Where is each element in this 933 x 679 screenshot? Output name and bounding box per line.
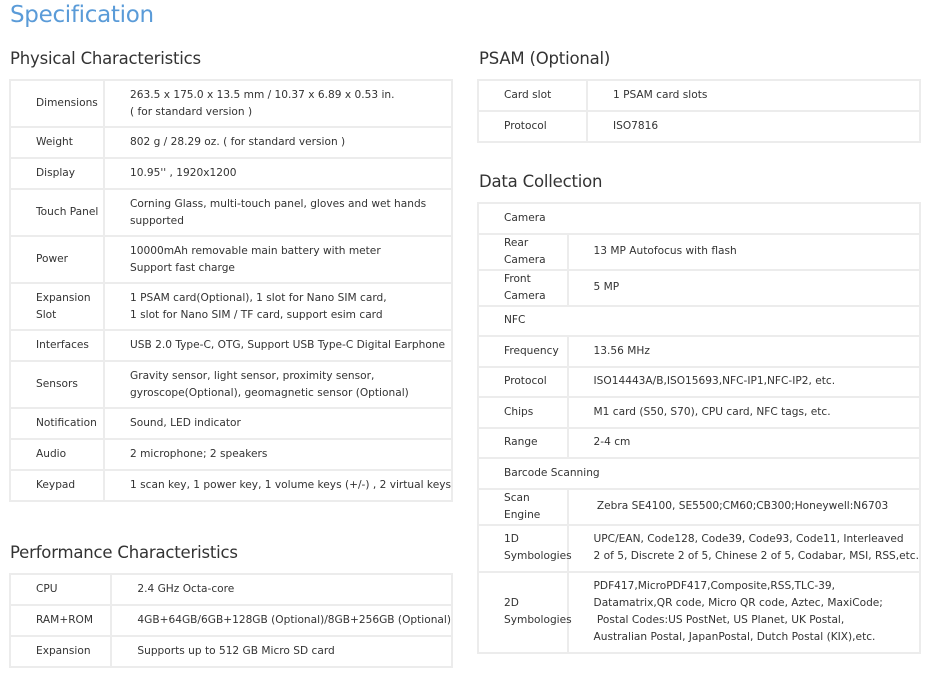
- spec-value: [104, 189, 452, 236]
- spec-value-line: ISO7816: [613, 120, 659, 132]
- spec-label-text: Expansion Slot: [36, 291, 91, 321]
- spec-value: [104, 361, 452, 408]
- spec-row: [10, 636, 452, 667]
- spec-value-line: 2 microphone; 2 speakers: [130, 448, 268, 460]
- spec-row: [478, 234, 920, 270]
- spec-label-text: Touch Panel: [36, 206, 99, 218]
- spec-value-line: Support fast charge: [130, 261, 235, 274]
- spec-label-text: Expansion: [36, 645, 91, 657]
- spec-section-label: [478, 458, 920, 489]
- spec-value: [568, 572, 920, 653]
- spec-label: [10, 80, 104, 127]
- spec-label-text: Display: [36, 167, 76, 179]
- spec-row: [10, 330, 452, 361]
- spec-row: [10, 470, 452, 501]
- spec-value-line: Postal Codes:US PostNet, US Planet, UK Postal,: [593, 614, 845, 626]
- spec-label-text: Front Camera: [504, 272, 546, 302]
- spec-row: [10, 439, 452, 470]
- spec-row: [478, 306, 920, 337]
- spec-label-text: Audio: [36, 448, 67, 460]
- spec-row: [10, 80, 452, 127]
- spec-label: [10, 127, 104, 158]
- spec-value-line: 263.5 x 175.0 x 13.5 mm / 10.37 x 6.89 x 0.53 in.: [130, 88, 395, 101]
- spec-value: [111, 636, 452, 667]
- data-collection-heading: Data Collection: [479, 172, 603, 191]
- spec-value: [104, 283, 452, 330]
- spec-row: [10, 574, 452, 605]
- spec-row: [10, 283, 452, 330]
- spec-label: [10, 158, 104, 189]
- spec-row: [478, 458, 920, 489]
- spec-value-line: UPC/EAN, Code128, Code39, Code93, Code11, Interleaved: [593, 533, 904, 545]
- spec-value-line: ISO14443A/B,ISO15693,NFC-IP1,NFC-IP2, etc.: [593, 375, 836, 388]
- spec-value: [568, 489, 920, 525]
- spec-value-line: 2.4 GHz Octa-core: [137, 583, 235, 595]
- spec-value-line: 2 of 5, Discrete 2 of 5, Chinese 2 of 5, Codabar, MSI, RSS,etc.: [593, 550, 919, 562]
- spec-label-text: Protocol: [504, 375, 547, 388]
- spec-label: [10, 636, 111, 667]
- spec-row: [478, 572, 920, 653]
- spec-label: [10, 283, 104, 330]
- spec-label: [10, 361, 104, 408]
- spec-value-line: 1 scan key, 1 power key, 1 volume keys (+/-) , 2 virtual keys: [130, 479, 451, 491]
- spec-label-text: Scan Engine: [504, 491, 541, 521]
- spec-label-text: Rear Camera: [504, 236, 546, 266]
- physical-heading: Physical Characteristics: [10, 49, 201, 68]
- spec-label: [10, 470, 104, 501]
- spec-row: [478, 336, 920, 367]
- spec-label: [10, 408, 104, 439]
- spec-label: [10, 574, 111, 605]
- spec-value-line: 1 PSAM card slots: [613, 89, 708, 101]
- spec-value-line: Zebra SE4100, SE5500;CM60;CB300;Honeywell:N6703: [593, 500, 889, 512]
- spec-value: [568, 428, 920, 459]
- spec-value: [568, 270, 920, 306]
- spec-row: [478, 397, 920, 428]
- spec-value: [104, 408, 452, 439]
- spec-label-text: Sensors: [36, 378, 78, 390]
- spec-value: [104, 158, 452, 189]
- spec-value: [568, 397, 920, 428]
- spec-label-text: Dimensions: [36, 97, 98, 109]
- spec-label-text: Card slot: [504, 89, 552, 101]
- spec-label-text: Barcode Scanning: [504, 466, 600, 479]
- spec-label: [478, 270, 568, 306]
- spec-value: [587, 111, 920, 142]
- spec-label: [10, 605, 111, 636]
- performance-table: [9, 573, 453, 668]
- spec-value-line: 10.95'' , 1920x1200: [130, 167, 237, 179]
- spec-label: [478, 525, 572, 572]
- spec-value-line: 4GB+64GB/6GB+128GB (Optional)/8GB+256GB (Optional): [137, 614, 451, 626]
- spec-row: [478, 525, 920, 572]
- performance-heading: Performance Characteristics: [10, 543, 238, 562]
- spec-value-line: Gravity sensor, light sensor, proximity sensor,: [130, 369, 375, 382]
- spec-value-line: ( for standard version ): [130, 105, 253, 118]
- spec-row: [10, 127, 452, 158]
- spec-value-line: Supports up to 512 GB Micro SD card: [137, 645, 335, 657]
- psam-heading: PSAM (Optional): [479, 49, 611, 68]
- spec-section-label: [478, 203, 920, 234]
- spec-value-line: Sound, LED indicator: [130, 417, 241, 429]
- spec-label: [10, 330, 104, 361]
- spec-label-text: Power: [36, 253, 69, 265]
- spec-value-line: PDF417,MicroPDF417,Composite,RSS,TLC-39,: [593, 580, 836, 592]
- physical-table: [9, 79, 453, 502]
- spec-label: [478, 336, 568, 367]
- spec-value-line: M1 card (S50, S70), CPU card, NFC tags, etc.: [593, 405, 831, 418]
- spec-value-line: gyroscope(Optional), geomagnetic sensor (Optional): [130, 386, 409, 399]
- spec-row: [478, 270, 920, 306]
- spec-row: [478, 428, 920, 459]
- spec-row: [10, 408, 452, 439]
- spec-row: [478, 80, 920, 111]
- spec-value: [568, 367, 920, 398]
- spec-label-text: Keypad: [36, 479, 76, 491]
- spec-label-text: Chips: [504, 405, 534, 418]
- spec-value: [104, 236, 452, 283]
- spec-value-line: 1 PSAM card(Optional), 1 slot for Nano SIM card,: [130, 291, 387, 304]
- spec-row: [10, 236, 452, 283]
- spec-value-line: USB 2.0 Type-C, OTG, Support USB Type-C Digital Earphone: [130, 339, 446, 351]
- spec-value-line: 13 MP Autofocus with flash: [593, 245, 737, 257]
- spec-label: [478, 80, 587, 111]
- spec-row: [478, 489, 920, 525]
- spec-value: [104, 470, 452, 501]
- psam-table: [477, 79, 921, 143]
- spec-label: [478, 572, 572, 653]
- spec-value-line: supported: [130, 214, 184, 227]
- spec-label: [478, 397, 568, 428]
- spec-value: [111, 574, 452, 605]
- spec-row: [478, 111, 920, 142]
- spec-value-line: 5 MP: [593, 281, 620, 293]
- spec-label: [10, 189, 104, 236]
- spec-value: [568, 336, 920, 367]
- spec-label: [478, 489, 568, 525]
- spec-value-line: Datamatrix,QR code, Micro QR code, Aztec, MaxiCode;: [593, 597, 883, 609]
- spec-value-line: 13.56 MHz: [593, 344, 650, 357]
- spec-row: [10, 605, 452, 636]
- spec-label: [478, 234, 568, 270]
- spec-value: [568, 525, 920, 572]
- spec-value-line: 802 g / 28.29 oz. ( for standard version ): [130, 136, 346, 148]
- data-collection-table: [477, 202, 921, 654]
- spec-row: [10, 158, 452, 189]
- spec-value: [104, 330, 452, 361]
- spec-label: [10, 236, 104, 283]
- spec-label-text: CPU: [36, 583, 58, 595]
- spec-value: [587, 80, 920, 111]
- spec-value-line: Australian Postal, JapanPostal, Dutch Postal (KIX),etc.: [593, 631, 876, 643]
- spec-row: [10, 189, 452, 236]
- page-title: Specification: [10, 2, 154, 28]
- spec-value: [111, 605, 452, 636]
- spec-section-label: [478, 306, 920, 337]
- spec-label-text: Frequency: [504, 344, 559, 357]
- spec-label: [478, 428, 568, 459]
- spec-value-line: 10000mAh removable main battery with meter: [130, 244, 381, 257]
- spec-label: [478, 111, 587, 142]
- spec-value-line: Corning Glass, multi-touch panel, gloves and wet hands: [130, 197, 427, 210]
- spec-label-text: Weight: [36, 136, 73, 148]
- spec-row: [478, 203, 920, 234]
- spec-value: [104, 439, 452, 470]
- spec-label-text: Interfaces: [36, 339, 89, 351]
- spec-value-line: 1 slot for Nano SIM / TF card, support esim card: [130, 308, 383, 321]
- spec-value-line: 2-4 cm: [593, 436, 631, 449]
- spec-row: [10, 361, 452, 408]
- spec-label-text: 2D Symbologies: [504, 597, 572, 626]
- spec-label-text: 1D Symbologies: [504, 533, 572, 562]
- spec-label-text: RAM+ROM: [36, 614, 94, 626]
- spec-value: [568, 234, 920, 270]
- spec-label-text: NFC: [504, 314, 526, 327]
- spec-label-text: Notification: [36, 417, 97, 429]
- spec-row: [478, 367, 920, 398]
- spec-label-text: Range: [504, 436, 538, 449]
- spec-label: [478, 367, 568, 398]
- spec-value: [104, 127, 452, 158]
- spec-label-text: Protocol: [504, 120, 547, 132]
- spec-label-text: Camera: [504, 211, 546, 224]
- spec-value: [104, 80, 452, 127]
- spec-label: [10, 439, 104, 470]
